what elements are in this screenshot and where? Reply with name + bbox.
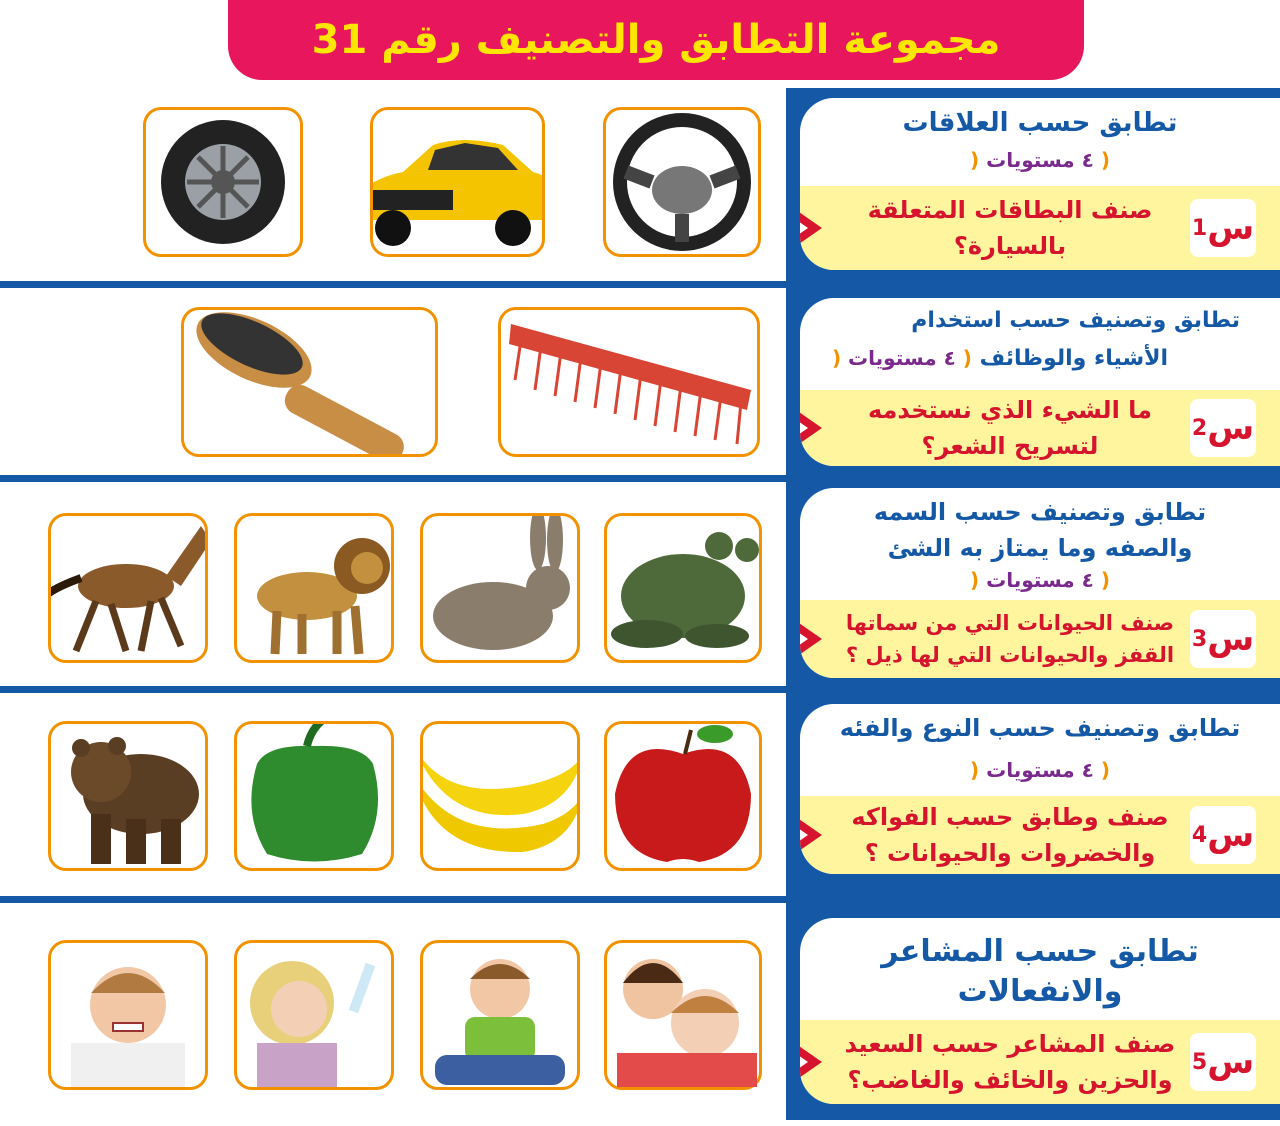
tire-image[interactable] [143, 107, 303, 257]
pointer-arrow-icon [800, 621, 822, 657]
row-divider [0, 896, 790, 903]
section-4-category: تطابق وتصنيف حسب النوع والفئه [839, 714, 1241, 742]
angry-boy-image[interactable] [48, 940, 208, 1090]
question-number-badge: س 3 [1190, 610, 1256, 668]
hair-brush-image[interactable] [181, 307, 438, 457]
row-divider [0, 686, 790, 693]
pointer-arrow-icon [800, 817, 822, 853]
section-3-question: صنف الحيوانات التي من سماتها القفز والحيوانات التي لها ذيل ؟ س 3 [800, 600, 1280, 678]
bananas-image[interactable] [420, 721, 580, 871]
question-number-badge: س 4 [1190, 806, 1256, 864]
question-number-badge: س 2 [1190, 399, 1256, 457]
rabbit-image[interactable] [420, 513, 580, 663]
section-3-category: تطابق وتصنيف حسب السمه والصفه وما يمتاز به الشئ [873, 498, 1207, 562]
row-divider [0, 475, 790, 482]
apple-image[interactable] [604, 721, 762, 871]
lion-image[interactable] [234, 513, 394, 663]
comb-image[interactable] [498, 307, 760, 457]
frog-image[interactable] [604, 513, 762, 663]
section-2-card [800, 298, 1280, 466]
section-1-category: تطابق حسب العلاقات [902, 108, 1178, 138]
question-number-badge: س 5 [1190, 1033, 1256, 1091]
section-3-levels: ( ٤ مستويات ( [970, 568, 1110, 592]
pointer-arrow-icon [800, 210, 822, 246]
happy-kids-image[interactable] [604, 940, 762, 1090]
steering-wheel-image[interactable] [603, 107, 761, 257]
section-5-question: صنف المشاعر حسب السعيد والحزين والخائف والغاضب؟ س 5 [800, 1020, 1280, 1104]
page-title: مجموعة التطابق والتصنيف رقم 31 [311, 17, 1001, 63]
horse-image[interactable] [48, 513, 208, 663]
scared-girl-image[interactable] [234, 940, 394, 1090]
section-1-question: صنف البطاقات المتعلقة بالسيارة؟ س 1 [800, 186, 1280, 270]
pointer-arrow-icon [800, 1044, 822, 1080]
bear-image[interactable] [48, 721, 208, 871]
pointer-arrow-icon [800, 410, 822, 446]
section-3-card [800, 488, 1280, 678]
section-4-question: صنف وطابق حسب الفواكه والخضروات والحيوانات ؟ س 4 [800, 796, 1280, 874]
question-number-badge: س 1 [1190, 199, 1256, 257]
section-4-levels: ( ٤ مستويات ( [970, 758, 1110, 782]
section-5-category: تطابق حسب المشاعر والانفعالات [881, 934, 1199, 1009]
section-1-levels: ( ٤ مستويات ( [970, 148, 1110, 172]
section-1-card [800, 98, 1280, 270]
page-title-banner [228, 0, 1084, 80]
green-pepper-image[interactable] [234, 721, 394, 871]
yellow-car-image[interactable] [370, 107, 545, 257]
section-2-category-sub: الأشياء والوظائف ( ٤ مستويات ( [831, 346, 1168, 371]
section-4-card [800, 704, 1280, 874]
row-divider [0, 281, 790, 288]
section-5-card [800, 918, 1280, 1104]
section-2-question: ما الشيء الذي نستخدمه لتسريح الشعر؟ س 2 [800, 390, 1280, 466]
sad-boy-image[interactable] [420, 940, 580, 1090]
section-2-category: تطابق وتصنيف حسب استخدام [911, 308, 1240, 333]
